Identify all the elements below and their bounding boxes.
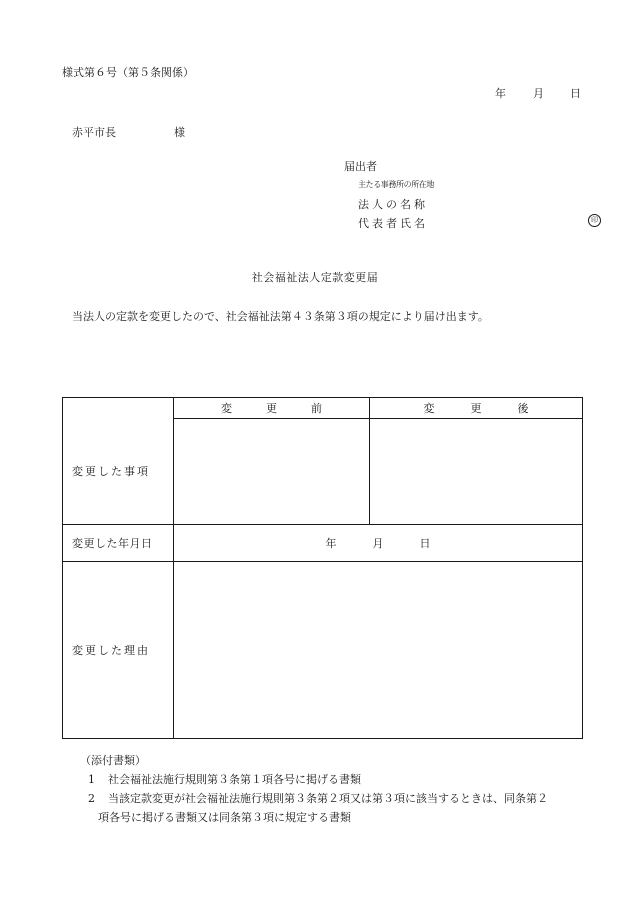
corporation-name-label: 法人の名称 xyxy=(358,198,428,211)
attachment-number: 2 xyxy=(88,792,95,805)
attachment-item-1 xyxy=(88,771,361,787)
representative-label: 代表者氏名 xyxy=(358,217,428,230)
attachment-text: 当該定款変更が社会福祉法施行規則第３条第２項又は第３項に該当するときは、同条第２ xyxy=(108,792,548,805)
date-day: 日 xyxy=(570,87,581,100)
changed-items-row xyxy=(63,419,583,525)
change-form-table xyxy=(62,397,583,739)
addressee-honorific: 様 xyxy=(174,126,185,139)
change-reason-row xyxy=(63,562,583,739)
attachments-heading: （添付書類） xyxy=(80,754,146,767)
change-date-cell[interactable] xyxy=(174,525,583,562)
addressee xyxy=(72,124,185,140)
notifier-label: 届出者 xyxy=(344,160,377,173)
addressee-name: 赤平市長 xyxy=(72,126,116,139)
change-reason-cell[interactable] xyxy=(174,562,583,739)
document-title: 社会福祉法人定款変更届 xyxy=(251,271,379,284)
after-change-cell[interactable] xyxy=(370,419,583,525)
form-number: 様式第６号（第５条関係） xyxy=(62,66,194,79)
table-corner-cell xyxy=(63,398,174,419)
header-before-change: 変 更 前 xyxy=(174,398,370,419)
submission-date xyxy=(495,85,581,101)
document-body: 当法人の定款を変更したので、社会福祉法第４３条第３項の規定により届け出ます。 xyxy=(72,310,489,323)
change-date-row xyxy=(63,525,583,562)
change-date-year: 年 xyxy=(325,537,337,550)
attachment-text: 社会福祉法施行規則第３条第１項各号に掲げる書類 xyxy=(108,773,361,786)
date-month: 月 xyxy=(533,87,544,100)
attachment-item-2 xyxy=(88,790,548,806)
change-date-month: 月 xyxy=(372,537,384,550)
seal-mark: 印 xyxy=(588,214,601,227)
attachment-item-2-continuation: 項各号に掲げる書類又は同条第３項に規定する書類 xyxy=(98,811,351,824)
header-after-change: 変 更 後 xyxy=(370,398,583,419)
change-date-day: 日 xyxy=(419,537,431,550)
changed-items-label: 変更した事項 xyxy=(63,419,174,525)
office-address-label: 主たる事務所の所在地 xyxy=(358,180,434,189)
date-year: 年 xyxy=(495,87,506,100)
table-header-row xyxy=(63,398,583,419)
change-reason-label: 変更した理由 xyxy=(63,562,174,739)
attachment-number: 1 xyxy=(88,773,95,786)
before-change-cell[interactable] xyxy=(174,419,370,525)
change-date-label: 変更した年月日 xyxy=(63,525,174,562)
